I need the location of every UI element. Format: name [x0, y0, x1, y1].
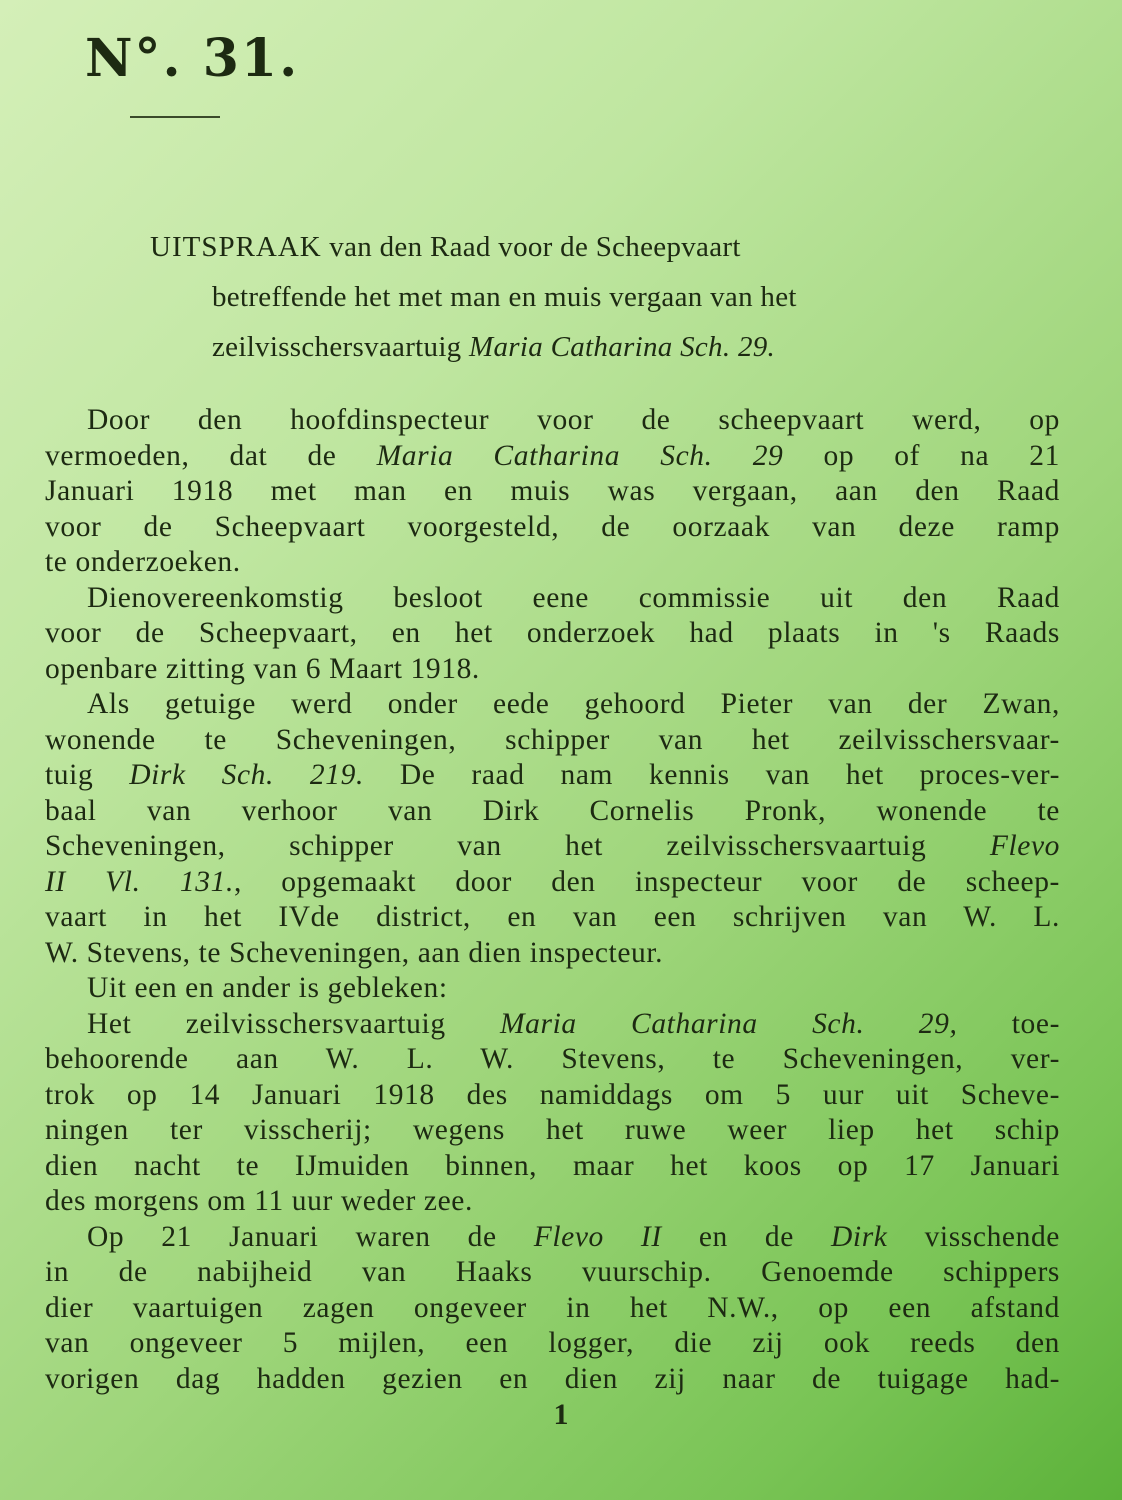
text-line: van ongeveer 5 mijlen, een logger, die zij ook reeds den: [45, 1327, 1060, 1359]
text-line: vaart in het IVde district, en van een schrijven van W. L.: [45, 901, 1060, 933]
text-line: Januari 1918 met man en muis was vergaan, aan den Raad: [45, 475, 1060, 507]
text-line: W. Stevens, te Scheveningen, aan dien inspecteur.: [45, 936, 664, 969]
text-line: II Vl. 131., opgemaakt door den inspecteur voor de scheep-: [45, 865, 1060, 898]
text-line: vermoeden, dat de Maria Catharina Sch. 29 op of na 21: [45, 439, 1060, 472]
text-line: voor de Scheepvaart, en het onderzoek had plaats in 's Raads: [45, 617, 1060, 649]
text-line: openbare zitting van 6 Maart 1918.: [45, 652, 480, 685]
text-line: trok op 14 Januari 1918 des namiddags om 5 uur uit Scheve-: [45, 1078, 1060, 1111]
text-line: Dienovereenkomstig besloot eene commissie uit den Raad: [87, 581, 1060, 614]
heading-line-3: zeilvisschersvaartuig Maria Catharina Sch. 29.: [212, 331, 776, 363]
text-line: voor de Scheepvaart voorgesteld, de oorzaak van deze ramp: [45, 510, 1060, 543]
heading-line-1: UITSPRAAK van den Raad voor de Scheepvaart: [150, 231, 741, 263]
text-line: dier vaartuigen zagen ongeveer in het N.W., op een afstand: [45, 1291, 1060, 1324]
text-line: dien nacht te IJmuiden binnen, maar het koos op 17 Januari: [45, 1149, 1060, 1182]
number-underline: [130, 116, 220, 118]
page-number: 1: [553, 1398, 569, 1431]
text-line: Op 21 Januari waren de Flevo II en de Dirk visschende: [87, 1220, 1061, 1253]
text-line: Uit een en ander is gebleken:: [87, 972, 448, 1004]
text-line: behoorende aan W. L. W. Stevens, te Scheveningen, ver-: [45, 1043, 1060, 1075]
document-body: [45, 403, 1060, 1397]
text-line: Het zeilvisschersvaartuig Maria Catharina Sch. 29, toe-: [87, 1007, 1060, 1040]
document-number: N°. 31.: [85, 28, 300, 89]
text-line: ningen ter visscherij; wegens het ruwe weer liep het schip: [45, 1114, 1060, 1146]
text-line: te onderzoeken.: [45, 546, 241, 578]
text-line: des morgens om 11 uur weder zee.: [45, 1185, 473, 1217]
text-line: in de nabijheid van Haaks vuurschip. Genoemde schippers: [45, 1256, 1060, 1288]
text-line: Scheveningen, schipper van het zeilvisschersvaartuig Flevo: [45, 830, 1060, 862]
text-line: Als getuige werd onder eede gehoord Pieter van der Zwan,: [87, 688, 1060, 720]
text-line: vorigen dag hadden gezien en dien zij naar de tuigage had-: [45, 1362, 1060, 1395]
text-line: tuig Dirk Sch. 219. De raad nam kennis van het proces-ver-: [45, 759, 1060, 791]
text-line: wonende te Scheveningen, schipper van het zeilvisschersvaar-: [45, 723, 1060, 756]
heading-line-2: betreffende het met man en muis vergaan van het: [212, 281, 797, 313]
text-line: baal van verhoor van Dirk Cornelis Pronk, wonende te: [45, 794, 1060, 827]
document-heading: [150, 222, 1080, 372]
text-line: Door den hoofdinspecteur voor de scheepvaart werd, op: [87, 404, 1060, 436]
